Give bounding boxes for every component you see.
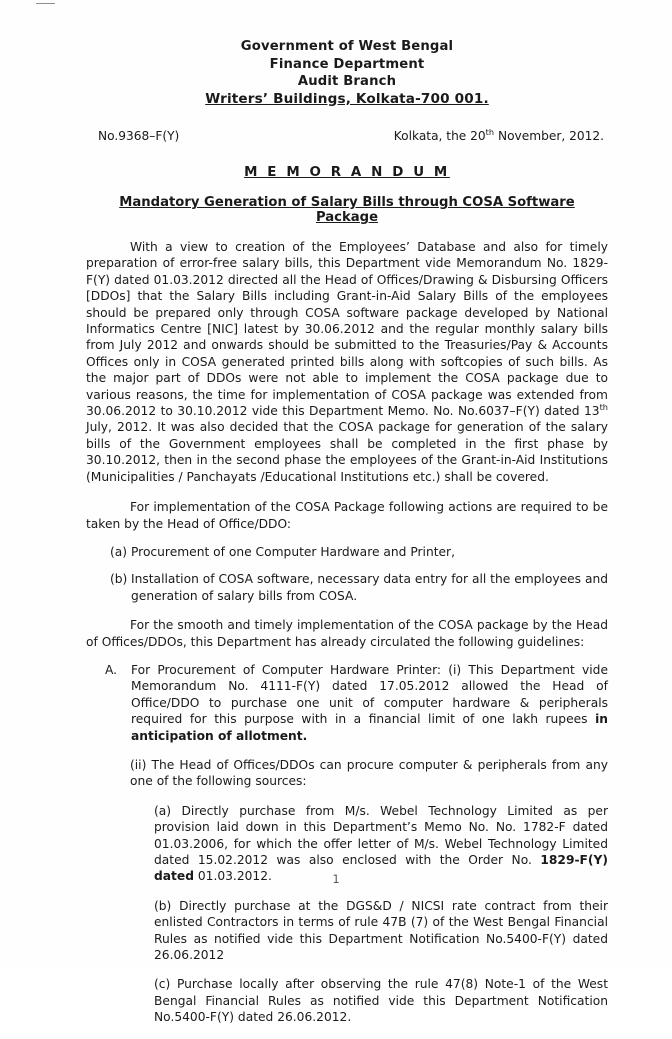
paragraph-background-part2: July, 2012. It was also decided that the COSA package for generation of the salary bills of the Government employees shall be completed in the first phase by 30.10.2012, then in the second phase the employees of the Grant-in-Aid Institutions (Municipalities / Panchayats /Educational Institutions etc.) shall be covered. <box>86 420 608 484</box>
guidelines-list <box>86 662 608 744</box>
paragraph-date-ordinal-suffix: th <box>599 402 608 413</box>
list-item-text: (a) Directly purchase from M/s. Webel Technology Limited as per provision laid down in this Department’s Memo No. No. 1782-F dated 01.03.2006, for which the offer letter of M/s. Webel Technology Limited dated 15.02.2012 was also enclosed with the Order No. <box>154 803 608 867</box>
reference-row <box>86 129 608 147</box>
letterhead <box>86 38 608 108</box>
place-date-prefix: Kolkata, the 20 <box>393 129 486 143</box>
list-item-marker: (a) <box>110 544 128 559</box>
list-item <box>154 976 608 1025</box>
paragraph-background-part1: With a view to creation of the Employees’ Database and also for timely preparation of error-free salary bills, this Department vide Memorandum No. 1829-F(Y) dated 01.03.2012 directed all the Head of Offices/Drawing & Disbursing Officers [DDOs] that the Salary Bills including Grant-in-Aid Salary Bills of the employees should be prepared only through COSA software package developed by National Informatics Centre [NIC] latest by 30.06.2012 and the regular monthly salary bills from July 2012 and onwards should be submitted to the Treasuries/Pay & Accounts Offices only in COSA generated printed bills along with softcopies of such bills. As the major part of DDOs were not able to implement the COSA package due to various reasons, the time for implementation of COSA package was extended from 30.06.2012 to 30.10.2012 vide this Department Memo. No. No.6037–F(Y) dated 13 <box>86 240 608 419</box>
paragraph-guidelines-intro: For the smooth and timely implementation of the COSA package by the Head of Offices/DDOs, this Department has already circulated the following guidelines: <box>86 618 608 649</box>
place-date-suffix: November, 2012. <box>494 129 604 143</box>
list-item-emphasis: 1829-F(Y) dated <box>154 853 608 884</box>
list-item-text: Procurement of one Computer Hardware and Printer, <box>131 544 455 559</box>
guideline-item-a <box>86 662 608 744</box>
paragraph-actions-intro: For implementation of the COSA Package following actions are required to be taken by the Head of Office/DDO: <box>86 500 608 531</box>
list-item <box>86 544 608 560</box>
paragraph-background <box>86 239 608 485</box>
memorandum-heading-text: M E M O R A N D U M <box>244 165 450 180</box>
guideline-item-marker: A. <box>105 662 118 677</box>
memo-number: No.9368–F(Y) <box>98 129 180 143</box>
guideline-item-a-clause-ii: (ii) The Head of Offices/DDOs can procure computer & peripherals from any one of the following sources: <box>130 757 608 789</box>
list-item-marker: (b) <box>110 572 128 587</box>
list-item-text-tail: 01.03.2012. <box>193 869 272 884</box>
guideline-item-text: For Procurement of Computer Hardware Printer: (i) This Department vide Memorandum No. 4111-F(Y) dated 17.05.2012 allowed the Head of Office/DDO to purchase one unit of computer hardware & peripherals required for this purpose with in a financial limit of one lakh rupees <box>131 662 608 727</box>
action-items-list <box>86 544 608 604</box>
guideline-item-emphasis: in anticipation of allotment. <box>131 712 608 743</box>
list-item <box>86 571 608 604</box>
date-ordinal-suffix: th <box>485 127 495 137</box>
letterhead-branch: Audit Branch <box>297 74 397 89</box>
subject-heading <box>86 195 608 225</box>
memorandum-heading <box>86 165 608 180</box>
letterhead-address: Writers’ Buildings, Kolkata-700 001. <box>205 90 489 107</box>
subject-heading-text: Mandatory Generation of Salary Bills through COSA Software Package <box>119 195 575 225</box>
letterhead-government: Government of West Bengal <box>240 39 454 54</box>
list-item-text: Installation of COSA software, necessary data entry for all the employees and generation of salary bills from COSA. <box>131 572 608 603</box>
list-item-text: (b) Directly purchase at the DGS&D / NICSI rate contract from their enlisted Contractors in terms of rule 47B (7) of the West Bengal Financial Rules as notified vide this Department Notification No.5400-F(Y) dated 26.06.2012 <box>154 898 608 963</box>
procurement-sources-list <box>154 803 608 1026</box>
list-item-text: (c) Purchase locally after observing the rule 47(8) Note-1 of the West Bengal Financial Rules as notified vide this Department Notification No.5400-F(Y) dated 26.06.2012. <box>154 977 608 1025</box>
page-number: 1 <box>332 872 340 886</box>
list-item <box>154 898 608 964</box>
scan-artifact-mark <box>36 3 55 4</box>
place-and-date <box>394 129 604 143</box>
letterhead-department: Finance Department <box>269 56 425 72</box>
